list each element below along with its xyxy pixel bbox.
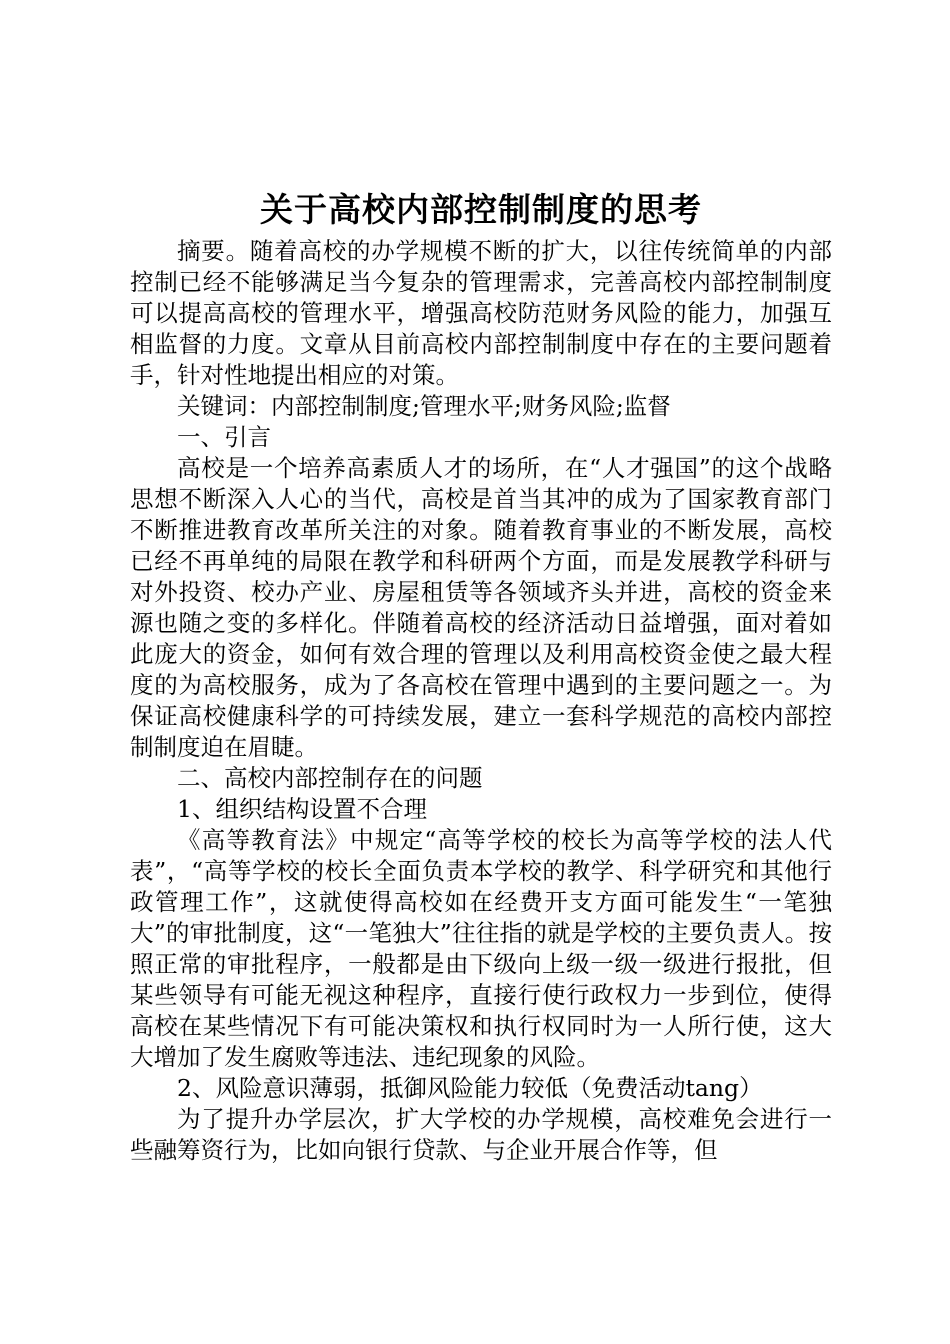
- section-heading-problems: 二、高校内部控制存在的问题: [177, 764, 483, 792]
- risk-paragraph: 为了提升办学层次，扩大学校的办学规模，高校难免会进行一些融筹资行为，比如向银行贷款、与企业开展合作等，但: [130, 1105, 832, 1164]
- subsection-heading-organization: 1、组织结构设置不合理: [177, 795, 427, 823]
- organization-paragraph: 《高等教育法》中规定“高等学校的校长为高等学校的法人代表”，“高等学校的校长全面负责本学校的教学、科学研究和其他行政管理工作”，这就使得高校如在经费开支方面可能发生“一笔独大”的审批制度，这“一笔独大”往往指的就是学校的主要负责人。按照正常的审批程序，一般都是由下级向上级一级一级进行报批，但某些领导有可能无视这种程序，直接行使行政权力一步到位，使得高校在某些情况下有可能决策权和执行权同时为一人所行使，这大大增加了发生腐败等违法、违纪现象的风险。: [130, 826, 832, 1071]
- document-title: 关于高校内部控制制度的思考: [260, 190, 702, 229]
- keywords-line: 关键词：内部控制制度;管理水平;财务风险;监督: [177, 392, 671, 420]
- section-heading-introduction: 一、引言: [177, 423, 271, 451]
- document-body: [130, 236, 832, 1166]
- introduction-paragraph: 高校是一个培养高素质人才的场所，在“人才强国”的这个战略思想不断深入人心的当代，高校是首当其冲的成为了国家教育部门不断推进教育改革所关注的对象。随着教育事业的不断发展，高校已经不再单纯的局限在教学和科研两个方面，而是发展教学科研与对外投资、校办产业、房屋租赁等各领域齐头并进，高校的资金来源也随之变的多样化。伴随着高校的经济活动日益增强，面对着如此庞大的资金，如何有效合理的管理以及利用高校资金使之最大程度的为高校服务，成为了各高校在管理中遇到的主要问题之一。为保证高校健康科学的可持续发展，建立一套科学规范的高校内部控制制度迫在眉睫。: [130, 454, 832, 761]
- abstract-paragraph: 摘要。随着高校的办学规模不断的扩大，以往传统简单的内部控制已经不能够满足当今复杂的管理需求，完善高校内部控制制度可以提高高校的管理水平，增强高校防范财务风险的能力，加强互相监督的力度。文章从目前高校内部控制制度中存在的主要问题着手，针对性地提出相应的对策。: [130, 237, 832, 389]
- subsection-heading-risk: 2、风险意识薄弱，抵御风险能力较低（免费活动tang）: [177, 1074, 763, 1102]
